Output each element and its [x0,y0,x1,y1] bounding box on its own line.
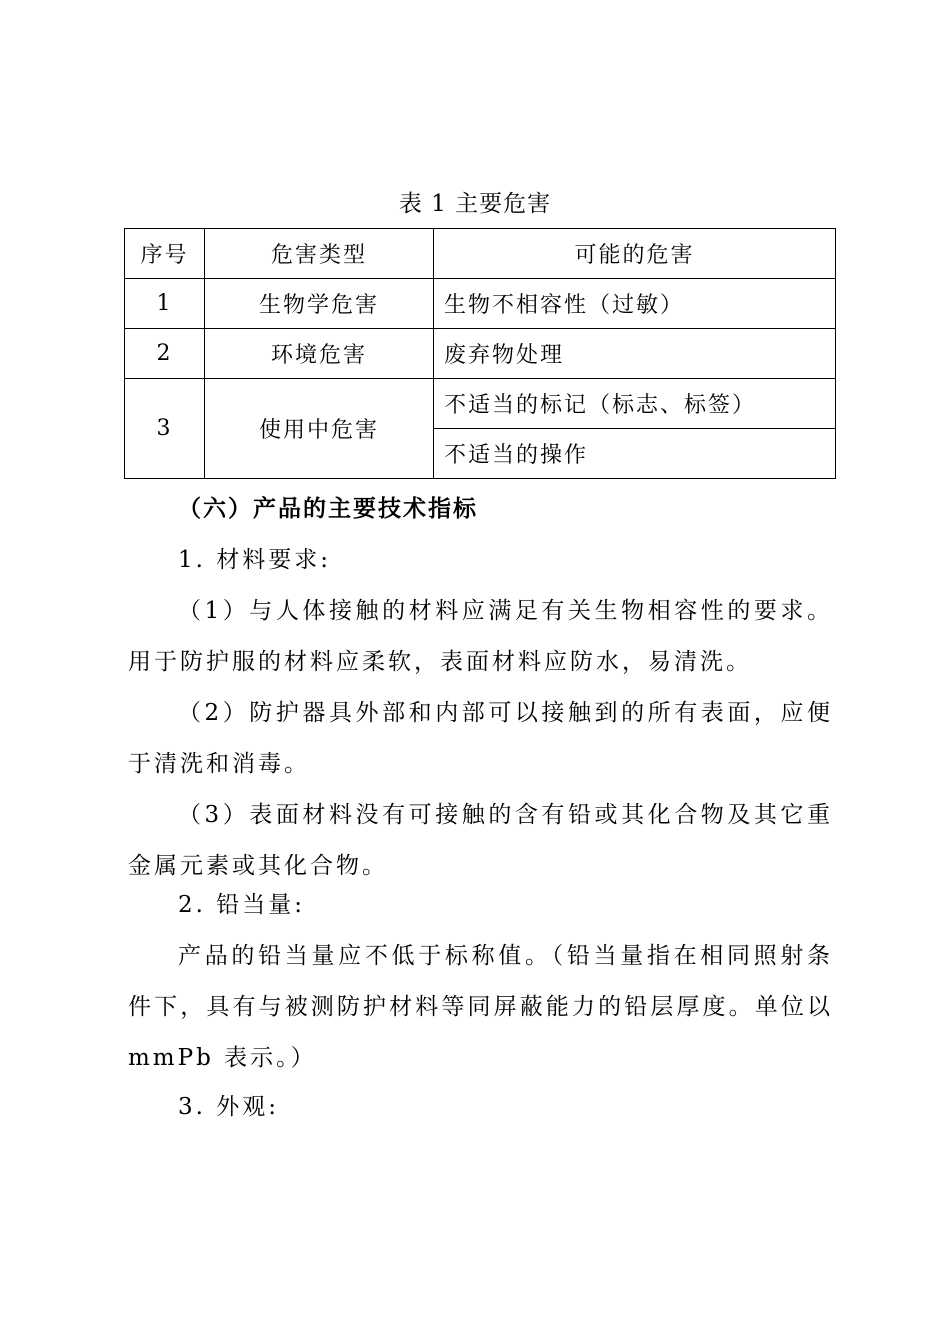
table-header-row [125,229,836,279]
header-harm: 可能的危害 [434,229,836,279]
header-no: 序号 [125,229,205,279]
cell-harm: 不适当的操作 [434,429,836,479]
hazards-table [124,228,836,479]
cell-no: 1 [125,279,205,329]
table-caption: 表 1 主要危害 [398,191,552,217]
item-3-title: 3. 外观: [178,1094,280,1120]
cell-no: 2 [125,329,205,379]
item-2-paragraph-1: 产品的铅当量应不低于标称值。（铅当量指在相同照射条件下，具有与被测防护材料等同屏蔽能力的铅层厚度。单位以 mmPb 表示。） [128,943,833,1071]
cell-harm: 不适当的标记（标志、标签） [434,379,836,429]
table-row [125,279,836,329]
cell-no: 3 [125,379,205,479]
cell-type: 环境危害 [205,329,434,379]
cell-harm: 废弃物处理 [434,329,836,379]
cell-type: 生物学危害 [205,279,434,329]
item-1-title: 1. 材料要求: [178,547,332,573]
table-row [125,379,836,429]
header-type: 危害类型 [205,229,434,279]
section-heading: （六）产品的主要技术指标 [178,496,478,522]
table-row [125,329,836,379]
cell-harm: 生物不相容性（过敏） [434,279,836,329]
item-1-paragraph-3: （3）表面材料没有可接触的含有铅或其化合物及其它重金属元素或其化合物。 [128,802,833,879]
item-2-title: 2. 铅当量: [178,892,306,918]
cell-type: 使用中危害 [205,379,434,479]
item-1-paragraph-1: （1）与人体接触的材料应满足有关生物相容性的要求。用于防护服的材料应柔软，表面材料应防水，易清洗。 [128,598,833,675]
item-1-paragraph-2: （2）防护器具外部和内部可以接触到的所有表面，应便于清洗和消毒。 [128,700,833,777]
